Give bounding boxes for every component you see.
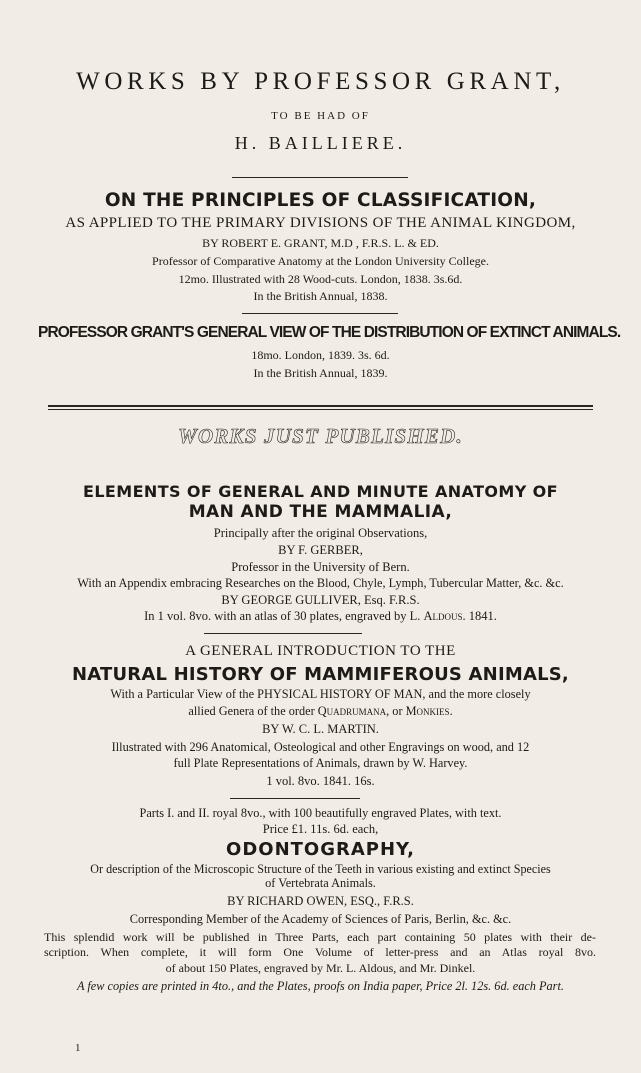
divider — [232, 177, 408, 178]
entry-position: Corresponding Member of the Academy of Sciences of Paris, Berlin, &c. &c. — [129, 912, 512, 926]
entry-note: In the British Annual, 1838. — [253, 289, 388, 303]
section-heading: WORKS JUST PUBLISHED. — [178, 424, 463, 448]
page-mark: 1 — [75, 1042, 81, 1054]
entry-line-text: , or — [386, 704, 406, 718]
entry-line-text: . — [449, 704, 453, 718]
entry-title: ON THE PRINCIPLES OF CLASSIFICATION, — [104, 190, 537, 211]
entry-line: With an Appendix embracing Researches on the Blood, Chyle, Lymph, Tubercular Matter, &c. &c. — [77, 576, 564, 590]
entry-line: of Vertebrata Animals. — [265, 876, 376, 890]
entry-title: A GENERAL INTRODUCTION TO THE — [185, 643, 456, 659]
entry-author: BY F. GERBER, — [278, 543, 363, 557]
entry-details — [0, 609, 641, 624]
divider — [242, 313, 398, 314]
entry-details-year: . 1841. — [462, 609, 497, 623]
entry-line: Parts I. and II. royal 8vo., with 100 beautifully engraved Plates, with text. — [139, 806, 502, 820]
entry-paragraph: of about 150 Plates, engraved by Mr. L. Aldous, and Mr. Dinkel. — [165, 961, 476, 975]
entry-title: MAN AND THE MAMMALIA, — [188, 502, 453, 522]
monkies-term: Monkies — [405, 704, 450, 718]
entry-line: Illustrated with 296 Anatomical, Osteological and other Engravings on wood, and 12 — [111, 740, 530, 754]
divider — [204, 633, 362, 634]
entry-line — [0, 704, 641, 719]
entry-details-text: In 1 vol. 8vo. with an atlas of 30 plates, engraved by L. — [144, 609, 424, 623]
entry-details: 12mo. Illustrated with 28 Wood-cuts. London, 1838. 3s.6d. — [178, 272, 463, 286]
entry-position: Professor of Comparative Anatomy at the London University College. — [152, 254, 489, 268]
divider — [230, 798, 360, 799]
entry-author: BY GEORGE GULLIVER, Esq. F.R.S. — [221, 593, 420, 607]
to-be-had-line: TO BE HAD OF — [271, 110, 370, 122]
entry-price: Price £1. 11s. 6d. each, — [262, 822, 379, 836]
entry-title: PROFESSOR GRANT'S GENERAL VIEW OF THE DISTRIBUTION OF EXTINCT ANIMALS. — [38, 324, 621, 341]
entry-position: Professor in the University of Bern. — [231, 560, 410, 574]
order-name: Quadrumana — [317, 704, 387, 718]
entry-subtitle: AS APPLIED TO THE PRIMARY DIVISIONS OF THE ANIMAL KINGDOM, — [65, 215, 576, 231]
double-divider — [48, 405, 593, 407]
entry-details: 1 vol. 8vo. 1841. 16s. — [266, 774, 375, 788]
entry-author: BY W. C. L. MARTIN. — [262, 722, 379, 736]
entry-line: Principally after the original Observations, — [213, 526, 428, 540]
entry-line-text: allied Genera of the order — [188, 704, 318, 718]
entry-author: BY ROBERT E. GRANT, M.D , F.R.S. L. & ED. — [202, 236, 439, 250]
entry-line: Or description of the Microscopic Structure of the Teeth in various existing and extinct Species — [90, 862, 551, 876]
entry-title: NATURAL HISTORY OF MAMMIFEROUS ANIMALS, — [72, 664, 569, 685]
entry-line: full Plate Representations of Animals, drawn by W. Harvey. — [173, 756, 468, 770]
engraver-name: Aldous — [423, 609, 463, 623]
entry-author: BY RICHARD OWEN, ESQ., F.R.S. — [227, 894, 414, 908]
entry-line: With a Particular View of the PHYSICAL HISTORY OF MAN, and the more closely — [110, 687, 531, 701]
entry-title: ODONTOGRAPHY, — [226, 839, 415, 860]
double-divider — [48, 409, 593, 410]
entry-paragraph: This splendid work will be published in Three Parts, each part containing 50 plates with their de- — [44, 930, 596, 944]
entry-title: ELEMENTS OF GENERAL AND MINUTE ANATOMY OF — [83, 482, 558, 501]
entry-footer-note: A few copies are printed in 4to., and the Plates, proofs on India paper, Price 2l. 12s. 6d. each Part. — [77, 979, 564, 993]
entry-paragraph: scription. When complete, it will form One Volume of letter-press and an Atlas royal 8vo. — [44, 945, 596, 959]
entry-details: 18mo. London, 1839. 3s. 6d. — [251, 348, 390, 362]
page-title: WORKS BY PROFESSOR GRANT, — [76, 68, 565, 95]
publisher-name: H. BAILLIERE. — [234, 133, 407, 153]
entry-note: In the British Annual, 1839. — [253, 366, 388, 380]
